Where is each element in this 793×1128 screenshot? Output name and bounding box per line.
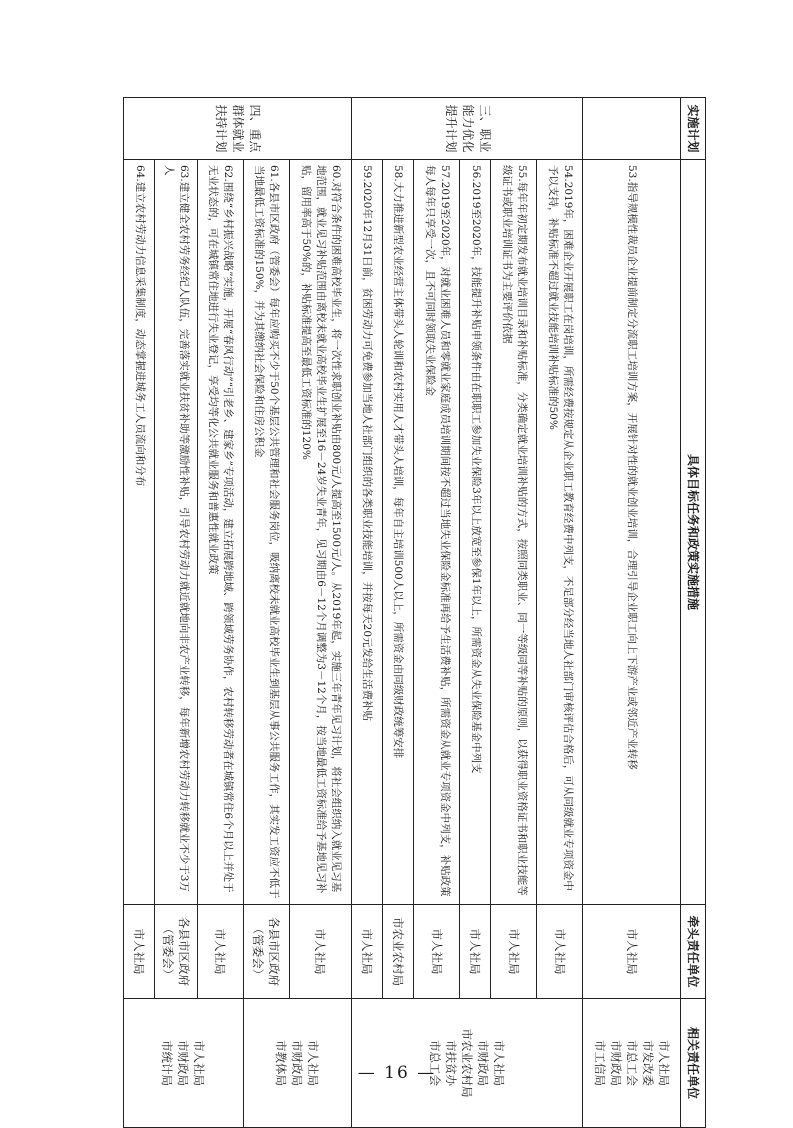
lead-unit-63: 各县市区政府（管委会） [155,905,198,999]
table-row [124,98,155,1128]
related-units-group-1: 市人社局 市财政局 市农业农村局 市扶贫办 市总工会 [351,999,582,1128]
lead-unit-61: 各县市区政府（管委会） [243,905,289,999]
measure-60: 60.对符合条件的困难高校毕业生，将一次性求职创业补贴由800元/人提高至1500元/人。从2019年起，实施三年青年见习计划，将社会组织纳入就业见习基地范围，就业见习补贴范围由离校未就业高校毕业生扩展至16－24岁失业青年，见习期由6－12个月调整为3－12个月，按当地最低工资标准给予基地见习补贴，留用率高于50%的，补贴标准提高至最低工资标准的120% [289,160,351,905]
table-row [382,98,413,1128]
lead-unit-60: 市人社局 [289,905,351,999]
measure-53: 53.指导规模性裁员企业提前制定分流职工培训方案，开展针对性的就业创业培训，合理引导企业职工向上下游产业或邻近产业转移 [583,160,681,905]
plan-cell-vocational: 三、职业能力优化提升计划 [351,98,582,160]
table-header-row [681,98,706,1128]
lead-unit-59: 市人社局 [351,905,382,999]
plan-cell-key-groups: 四、重点群体就业扶持计划 [124,98,352,160]
lead-unit-54: 市人社局 [537,905,583,999]
rotated-table-container [123,97,706,1127]
table-row [537,98,583,1128]
measure-58: 58.大力推进新型农业经营主体带头人轮训和农村实用人才带头人培训，每年自主培训500人以上，所需资金由同级财政统筹安排 [382,160,413,905]
lead-unit-58: 市农业农村局 [382,905,413,999]
table-row [155,98,198,1128]
page-number: — 16 — [357,1063,437,1083]
table-row [197,98,243,1128]
measure-63: 63.建立健全农村劳务经纪人队伍，完善落实就业扶贫补助等激励性补贴，引导农村劳动力就近就地向非农产业转移，每年新增农村劳动力转移就业不少于3万人 [155,160,198,905]
header-plan: 实施计划 [681,98,706,160]
lead-unit-56: 市人社局 [460,905,491,999]
table-row [491,98,537,1128]
related-units-group-3: 市人社局 市财政局 市统计局 [124,999,244,1128]
table-row [243,98,289,1128]
measure-59: 59.2020年12月31日前，贫困劳动力可免费参加当地人社部门组织的各类职业技能培训，并按每天20元发给生活费补贴 [351,160,382,905]
measure-57: 57.2019至2020年，对就业困难人员和零就业家庭成员培训期间按不超过当地失业保险金标准再给予生活费补贴，所需资金从就业专项资金中列支，补贴政策每人每年只享受一次，且不可同时领取失业保险金 [414,160,460,905]
table-row [289,98,351,1128]
plan-cell-continued [583,98,681,160]
header-related: 相关责任单位 [681,999,706,1128]
lead-unit-62: 市人社局 [197,905,243,999]
table-row [414,98,460,1128]
measure-56: 56.2019至2020年，技能提升补贴申领条件由在职职工参加失业保险3年以上放宽至参保1年以上，所需资金从失业保险基金中列支 [460,160,491,905]
policy-table [123,97,706,1128]
table-row [583,98,681,1128]
related-units-group-2: 市人社局 市财政局 市教体局 [243,999,351,1128]
measure-55: 55.每年年初定期发布就业培训目录和补贴标准，分类确定就业培训补贴的方式，按照同类职业、同一等级同等补贴的原则，以获得职业资格证书和职业技能等级证书或职业培训证书为主要评价依据 [491,160,537,905]
measure-61: 61.各县市区政府（管委会）每年应购买不少于50个基层公共管理和社会服务岗位，吸纳离校未就业高校毕业生到基层从事公共服务工作，其实发工资应不低于当地最低工资标准的150%，并为其缴纳社会保险和住房公积金 [243,160,289,905]
measure-54: 54.2019年，困难企业开展职工在岗培训，所需经费按规定从企业职工教育经费中列支，不足部分经当地人社部门审核评估合格后，可从同级就业专项资金中予以支持，补贴标准不超过就业技能培训补贴标准的50% [537,160,583,905]
header-measures: 具体目标任务和政策实施措施 [681,160,706,905]
lead-unit-64: 市人社局 [124,905,155,999]
related-units-group-0: 市人社局 市发改委 市总工会 市财政局 市工信局 [583,999,681,1128]
measure-64: 64.建立农村劳动力信息采集制度，动态掌握进城务工人员流向和分布 [124,160,155,905]
lead-unit-53: 市人社局 [583,905,681,999]
table-row [351,98,382,1128]
header-responsible: 牵头责任单位 [681,905,706,999]
lead-unit-57: 市人社局 [414,905,460,999]
table-row [460,98,491,1128]
lead-unit-55: 市人社局 [491,905,537,999]
measure-62: 62.围绕“乡村振兴战略”实施，开展“春风行动”“引老乡、建家乡”专项活动，建立拓展跨地域、跨领域劳务协作，农村转移劳动者在城镇常住6个月以上并处于无业状态的，可在城镇常住地进行失业登记，享受均等化公共就业服务和普惠性就业政策 [197,160,243,905]
